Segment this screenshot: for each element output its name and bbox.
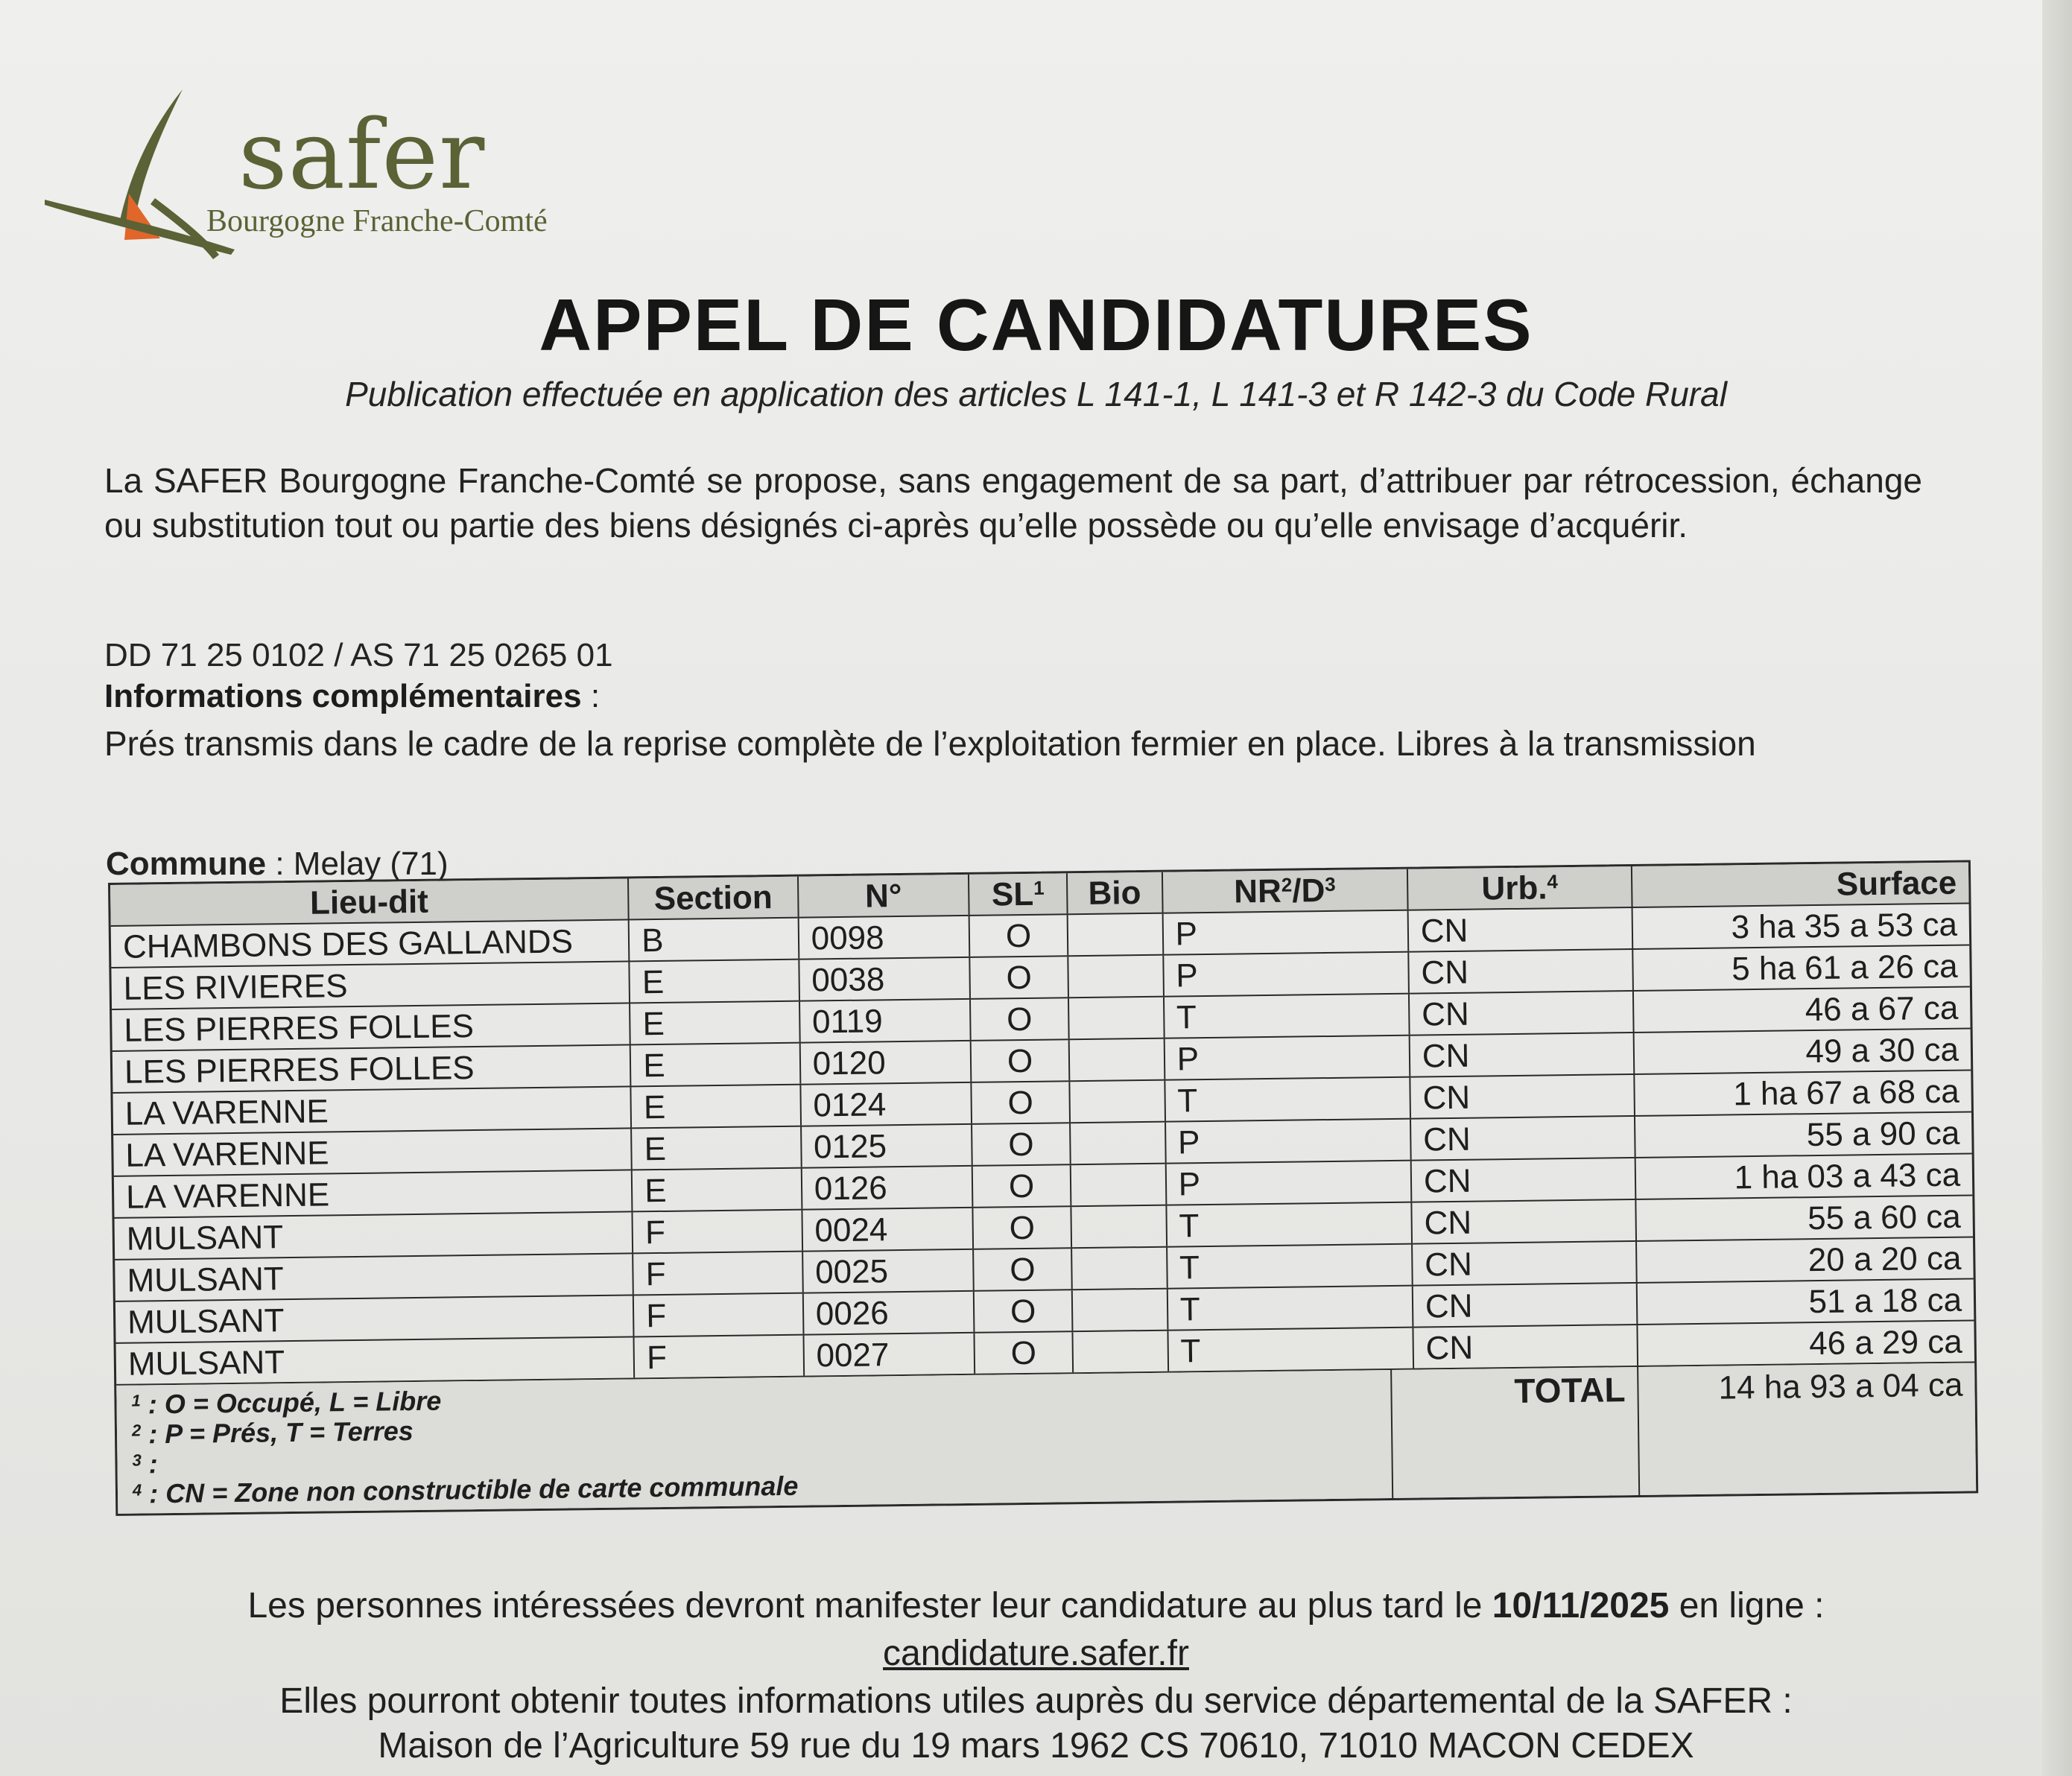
cell-section: E [633, 1169, 802, 1211]
cell-nr-d: T [1167, 1203, 1413, 1246]
cell-lieu-dit: MULSANT [116, 1337, 636, 1384]
cell-lieu-dit: MULSANT [115, 1254, 634, 1301]
note-2-text: : P = Prés, T = Terres [141, 1415, 414, 1450]
cell-surface: 46 a 67 ca [1805, 989, 1959, 1029]
cell-bio [1068, 914, 1164, 956]
cell-lieu-dit: CHAMBONS DES GALLANDS [111, 920, 630, 967]
header-surface: Surface [1836, 864, 1957, 903]
cell-nr-d: P [1166, 1161, 1412, 1205]
header-urb-sup: 4 [1547, 870, 1559, 893]
cell-section: E [631, 1044, 801, 1086]
cell-bio [1071, 1123, 1166, 1164]
cell-bio [1073, 1290, 1168, 1331]
cell-sl: O [972, 1040, 1070, 1082]
note-1-text: : O = Occupé, L = Libre [140, 1385, 442, 1420]
cell-bio [1071, 1206, 1167, 1248]
logo-region-text: Bourgogne Franche-Comté [206, 204, 548, 238]
safer-logo [41, 82, 607, 261]
intro-paragraph: La SAFER Bourgogne Franche-Comté se propose, sans engagement de sa part, d’attribuer par rétrocession, échange ou substitution tout ou partie des biens désignés ci-après qu’elle possède ou qu’elle envisage d’acquérir. [104, 461, 1922, 545]
cell-lieu-dit: LA VARENNE [114, 1170, 633, 1217]
cell-numero: 0026 [804, 1292, 975, 1334]
note-1-sup: 1 [131, 1391, 141, 1410]
cell-section: F [633, 1252, 803, 1295]
cell-surface: 51 a 18 ca [1808, 1281, 1962, 1321]
cell-numero: 0025 [803, 1250, 975, 1293]
cell-sl: O [973, 1165, 1071, 1207]
cell-section: E [632, 1127, 802, 1170]
deadline-text-before: Les personnes intéressées devront manifester leur candidature au plus tard le [247, 1586, 1492, 1626]
cell-urb: CN [1412, 1158, 1637, 1202]
header-bio: Bio [1068, 872, 1163, 914]
cell-sl: O [972, 1082, 1071, 1123]
commune-value: : Melay (71) [266, 846, 449, 882]
cell-nr-d: P [1163, 911, 1409, 954]
header-urb-text: Urb. [1481, 869, 1547, 907]
cell-bio [1071, 1164, 1167, 1206]
deadline-line [0, 1585, 2072, 1626]
cell-bio [1068, 956, 1164, 998]
note-4-sup: 4 [132, 1480, 142, 1500]
page-title: APPEL DE CANDIDATURES [539, 284, 1533, 366]
cell-sl: O [971, 998, 1069, 1040]
cell-urb: CN [1413, 1242, 1638, 1285]
cell-numero: 0119 [800, 1000, 972, 1042]
cell-sl: O [975, 1332, 1074, 1374]
candidature-link[interactable]: candidature.safer.fr [883, 1634, 1189, 1673]
cell-sl: O [975, 1290, 1073, 1332]
table-footer-row [116, 1363, 1976, 1513]
cell-lieu-dit: MULSANT [115, 1212, 634, 1259]
cell-bio [1073, 1331, 1168, 1373]
info-heading-colon: : [581, 678, 601, 714]
cell-numero: 0126 [802, 1167, 973, 1209]
page-subtitle: Publication effectuée en application des articles L 141-1, L 141-3 et R 142-3 du Code Rural [345, 375, 1727, 413]
cell-urb: CN [1413, 1325, 1638, 1369]
cell-numero: 0098 [799, 916, 970, 959]
info-text: Prés transmis dans le cadre de la reprise complète de l’exploitation fermier en place. Libres à la transmission [104, 724, 1756, 763]
cell-nr-d: P [1166, 1120, 1412, 1163]
cell-surface: 49 a 30 ca [1805, 1031, 1959, 1071]
cell-nr-d: T [1165, 995, 1410, 1038]
header-sl [969, 873, 1068, 915]
header-lieu-dit: Lieu-dit [110, 878, 630, 925]
info-heading [104, 678, 600, 715]
header-nr-text: NR [1233, 872, 1282, 910]
note-2-sup: 2 [131, 1421, 142, 1440]
cell-surface: 1 ha 67 a 68 ca [1732, 1073, 1959, 1113]
deadline-text-after: en ligne : [1669, 1586, 1825, 1626]
cell-section: F [634, 1294, 804, 1336]
cell-urb: CN [1413, 1284, 1638, 1327]
note-3-text: : [141, 1448, 159, 1480]
header-d-sup: 3 [1325, 872, 1336, 896]
cell-section: F [633, 1211, 803, 1253]
cell-surface: 20 a 20 ca [1808, 1240, 1962, 1279]
cell-surface: 55 a 60 ca [1807, 1198, 1961, 1237]
cell-urb: CN [1410, 1033, 1635, 1076]
cell-sl: O [970, 915, 1068, 957]
header-nr-sup: 2 [1281, 873, 1293, 896]
info-heading-text: Informations complémentaires [104, 678, 582, 714]
note-3-sup: 3 [132, 1450, 142, 1470]
cell-numero: 0024 [802, 1208, 974, 1251]
cell-lieu-dit: LA VARENNE [113, 1087, 632, 1134]
cell-urb: CN [1408, 908, 1633, 951]
logo-brand-text: safer [238, 100, 486, 211]
cell-nr-d: T [1168, 1287, 1413, 1330]
cell-sl: O [972, 1123, 1071, 1165]
total-value: 14 ha 93 a 04 ca [1718, 1366, 1963, 1406]
note-4-text: : CN = Zone non constructible de carte communale [142, 1470, 799, 1509]
cell-lieu-dit: LES PIERRES FOLLES [112, 1003, 631, 1050]
header-urb [1408, 866, 1633, 910]
cell-numero: 0038 [799, 958, 971, 1000]
total-label: TOTAL [1392, 1367, 1640, 1498]
cell-sl: O [974, 1249, 1072, 1290]
header-section: Section [629, 877, 799, 919]
commune-label: Commune [106, 846, 267, 882]
cell-surface: 5 ha 61 a 26 ca [1731, 948, 1958, 988]
cell-urb: CN [1409, 950, 1634, 993]
cell-section: F [635, 1336, 805, 1378]
cell-section: E [630, 960, 800, 1003]
cell-numero: 0027 [804, 1333, 975, 1376]
address-line: Maison de l’Agriculture 59 rue du 19 mars 1962 CS 70610, 71010 MACON CEDEX [378, 1726, 1694, 1766]
commune-line [106, 846, 449, 883]
header-sl-sup: 1 [1033, 876, 1045, 899]
info-service-line: Elles pourront obtenir toutes informations utiles auprès du service départemental de la SAFER : [279, 1681, 1793, 1721]
cell-bio [1070, 1081, 1165, 1123]
cell-section: E [630, 1002, 800, 1044]
cell-urb: CN [1410, 992, 1635, 1035]
cell-surface: 1 ha 03 a 43 ca [1734, 1156, 1961, 1196]
cell-surface: 3 ha 35 a 53 ca [1731, 906, 1958, 946]
cell-bio [1072, 1248, 1168, 1290]
cell-lieu-dit: MULSANT [115, 1295, 635, 1342]
cell-bio [1070, 1039, 1165, 1081]
cell-nr-d: T [1168, 1328, 1414, 1371]
header-d-text: D [1301, 872, 1325, 910]
cell-section: B [630, 919, 799, 961]
cell-nr-d: P [1164, 953, 1410, 996]
cell-section: E [632, 1085, 802, 1128]
cell-lieu-dit: LA VARENNE [113, 1129, 633, 1176]
header-nr-d: $NR^2/D^3$ [1163, 869, 1409, 913]
parcels-table [108, 860, 1978, 1515]
cell-lieu-dit: LES RIVIERES [111, 962, 630, 1009]
cell-urb: CN [1411, 1117, 1636, 1160]
paper-edge [2042, 0, 2072, 1776]
header-numero: N° [799, 875, 970, 917]
cell-nr-d: P [1165, 1036, 1410, 1079]
cell-numero: 0124 [801, 1083, 972, 1126]
reference-number: DD 71 25 0102 / AS 71 25 0265 01 [104, 637, 613, 673]
cell-urb: CN [1410, 1075, 1635, 1118]
cell-surface: 46 a 29 ca [1808, 1323, 1963, 1363]
deadline-date: 10/11/2025 [1492, 1586, 1670, 1626]
cell-nr-d: T [1168, 1245, 1413, 1288]
cell-sl: O [970, 957, 1068, 998]
cell-nr-d: T [1165, 1078, 1411, 1121]
table-notes [116, 1370, 1393, 1514]
cell-lieu-dit: LES PIERRES FOLLES [113, 1045, 632, 1092]
table-body [111, 904, 1974, 1385]
cell-bio [1069, 998, 1165, 1039]
cell-numero: 0120 [800, 1041, 972, 1084]
cell-urb: CN [1412, 1200, 1637, 1243]
cell-sl: O [974, 1207, 1072, 1249]
cell-numero: 0125 [802, 1125, 973, 1167]
cell-surface: 55 a 90 ca [1806, 1114, 1960, 1154]
header-sl-text: SL [991, 875, 1034, 913]
